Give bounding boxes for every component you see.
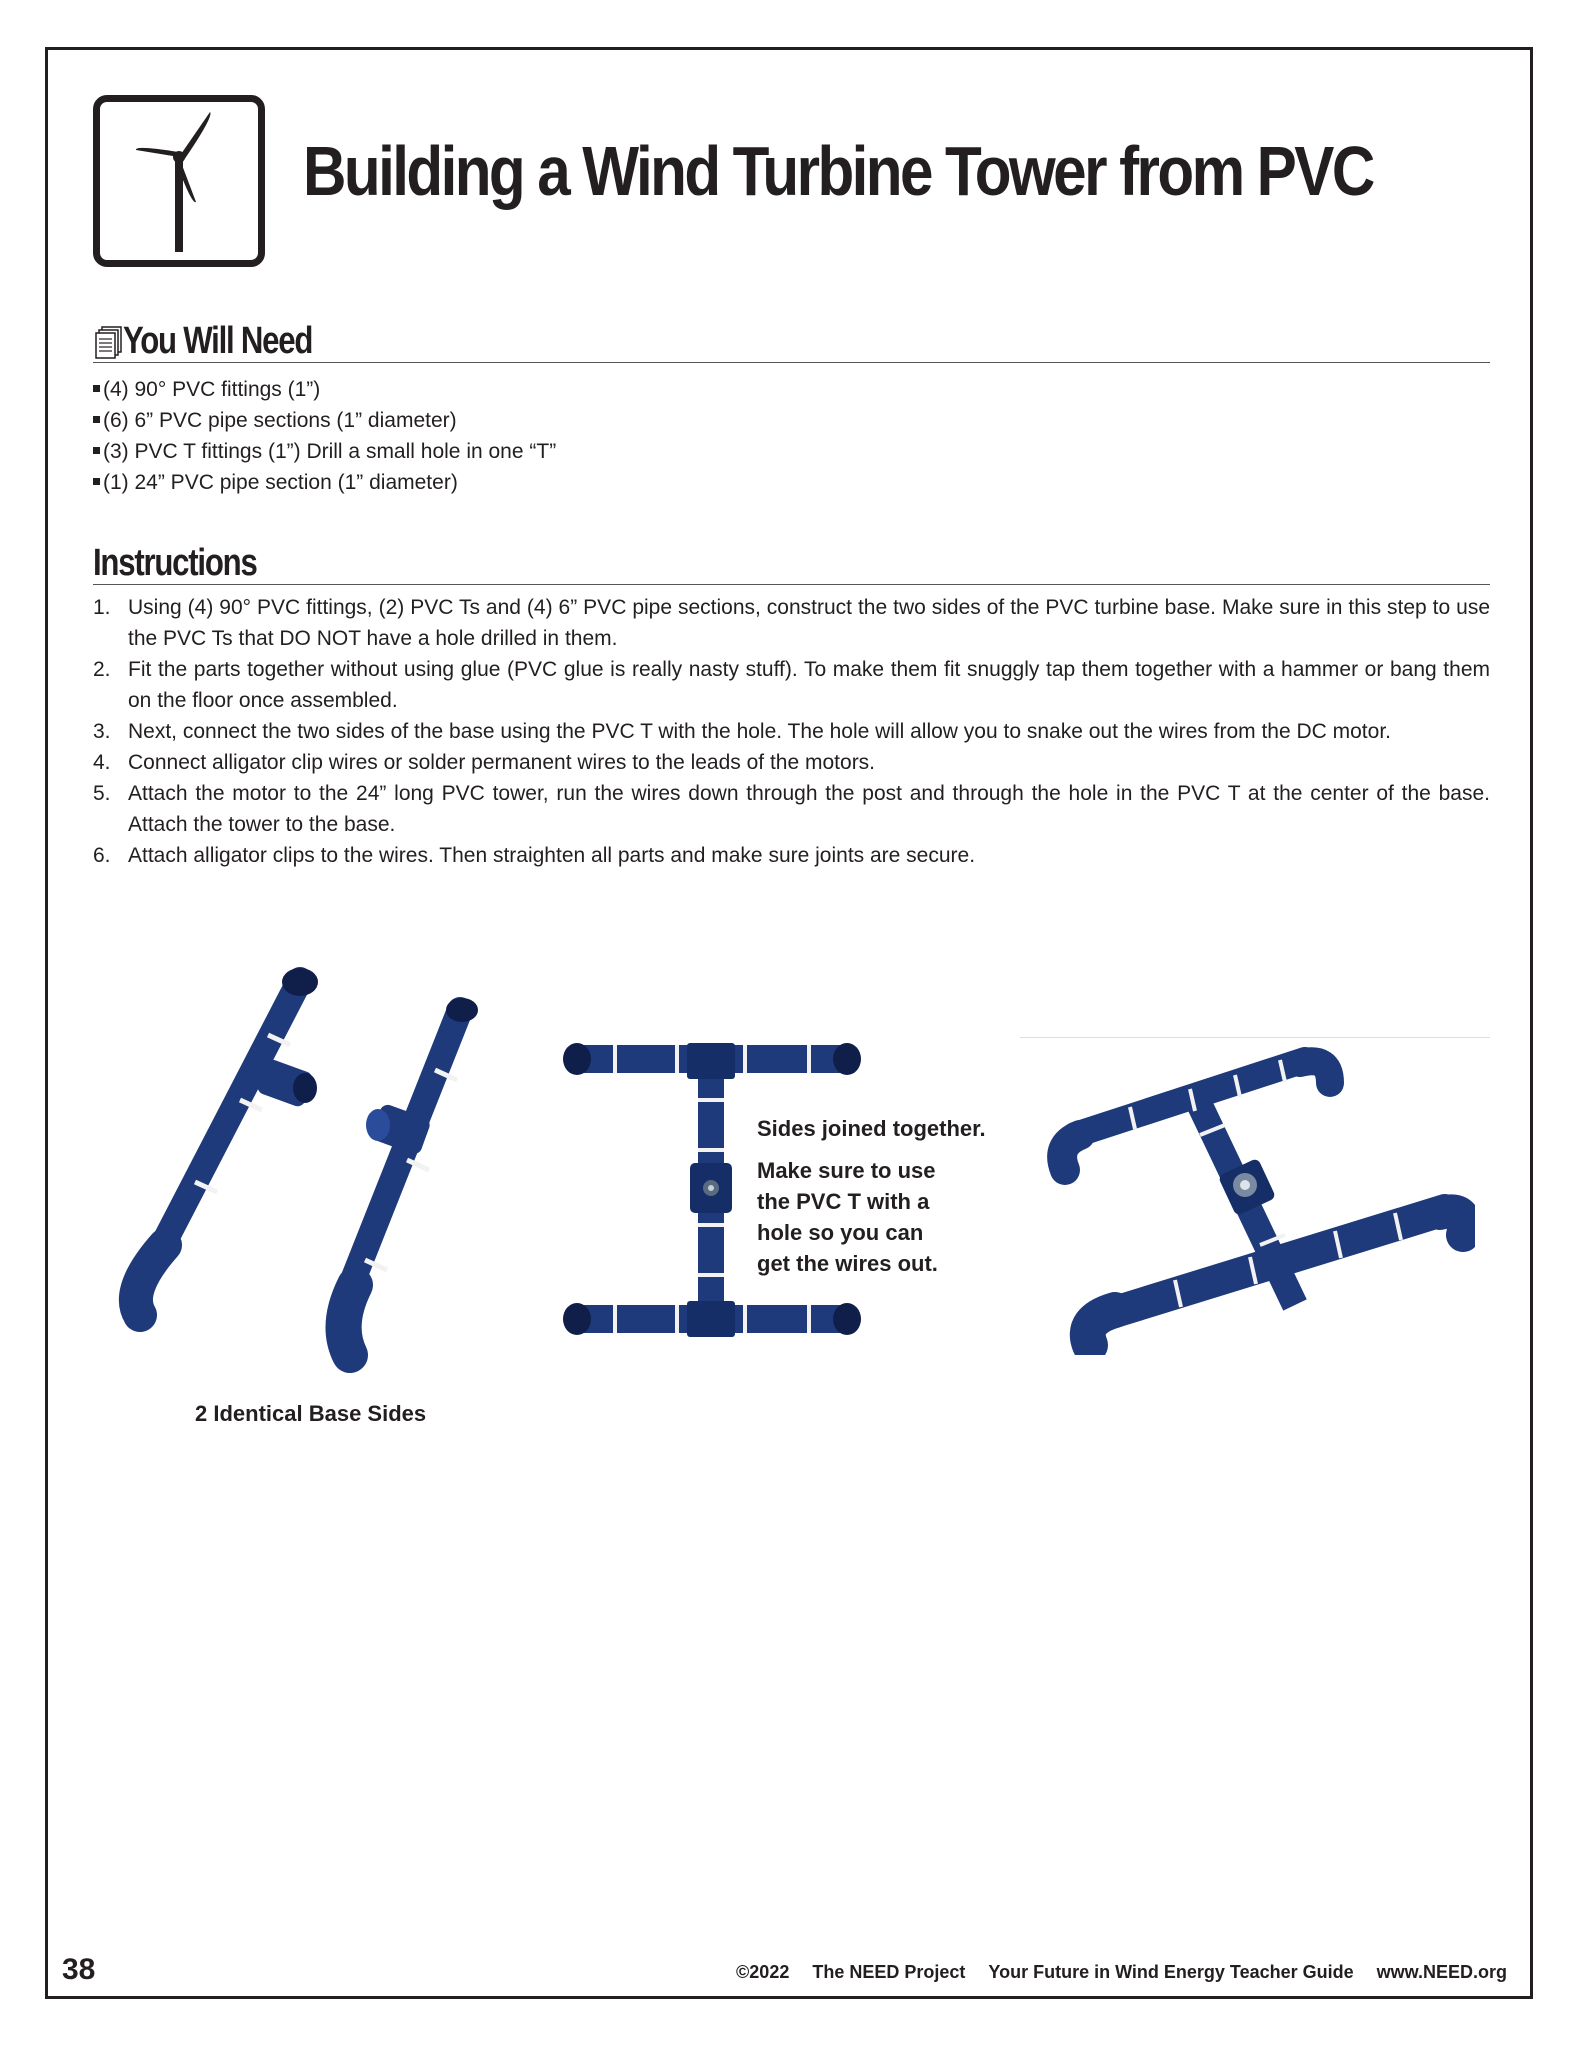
step-item — [93, 716, 1490, 747]
step-number: 5. — [93, 782, 111, 805]
step-number: 6. — [93, 844, 111, 867]
list-item-text: (3) PVC T fittings (1”) Drill a small hole in one “T” — [103, 440, 557, 463]
footer-url[interactable]: www.NEED.org — [1376, 1962, 1507, 1982]
step-number: 1. — [93, 596, 111, 619]
page-footer — [718, 1962, 1507, 1983]
wind-turbine-icon — [100, 102, 258, 260]
step-text: Using (4) 90° PVC fittings, (2) PVC Ts and (4) 6” PVC pipe sections, construct the two sides of the PVC turbine base. Make sure in this step to use the PVC Ts that DO NOT have a hole drilled in them. — [128, 596, 1490, 650]
list-item — [93, 436, 556, 467]
list-item-text: (6) 6” PVC pipe sections (1” diameter) — [103, 409, 457, 432]
step-number: 3. — [93, 720, 111, 743]
step-item — [93, 840, 1490, 871]
list-item-text: (4) 90° PVC fittings (1”) — [103, 378, 321, 401]
step-text: Connect alligator clip wires or solder permanent wires to the leads of the motors. — [128, 751, 876, 774]
footer-guide-title: Your Future in Wind Energy Teacher Guide — [988, 1962, 1354, 1982]
bullet-square-icon — [93, 416, 100, 423]
bullet-square-icon — [93, 385, 100, 392]
wind-turbine-logo — [93, 95, 265, 267]
you-will-need-heading — [93, 318, 1490, 363]
list-item — [93, 405, 556, 436]
footer-org: The NEED Project — [812, 1962, 966, 1982]
footer-copyright: ©2022 — [736, 1962, 790, 1982]
step-number: 2. — [93, 658, 111, 681]
step-item — [93, 654, 1490, 716]
step-item — [93, 778, 1490, 840]
list-item-text: (1) 24” PVC pipe section (1” diameter) — [103, 471, 458, 494]
step-item — [93, 592, 1490, 654]
page-number: 38 — [62, 1953, 96, 1986]
step-text: Attach alligator clips to the wires. Then straighten all parts and make sure joints are secure. — [128, 844, 976, 867]
bullet-square-icon — [93, 478, 100, 485]
step-item — [93, 747, 1490, 778]
step-number: 4. — [93, 751, 111, 774]
section-heading-text: You Will Need — [123, 320, 313, 362]
figure-caption-joined-note: Make sure to use the PVC T with a hole so you can get the wires out. — [757, 1158, 938, 1276]
figure-caption-base-sides: 2 Identical Base Sides — [195, 1401, 427, 1426]
base-sides-photo — [110, 960, 510, 1380]
step-text: Attach the motor to the 24” long PVC tower, run the wires down through the post and through the hole in the PVC T at the center of the base. Attach the tower to the base. — [128, 782, 1490, 836]
page-title: Building a Wind Turbine Tower from PVC — [303, 132, 1373, 210]
photo-divider — [1020, 1037, 1490, 1038]
instructions-heading — [93, 540, 1490, 585]
figure-caption-joined-title: Sides joined together. — [757, 1116, 986, 1141]
section-heading-text: Instructions — [93, 542, 257, 584]
step-text: Fit the parts together without using glue (PVC glue is really nasty stuff). To make them fit snuggly tap them together with a hammer or bang them on the floor once assembled. — [128, 658, 1490, 712]
materials-list — [93, 374, 556, 498]
document-stack-icon — [95, 326, 123, 360]
step-text: Next, connect the two sides of the base using the PVC T with the hole. The hole will allow you to snake out the wires from the DC motor. — [128, 720, 1391, 743]
bullet-square-icon — [93, 447, 100, 454]
assembled-base-photo — [1045, 1045, 1475, 1355]
instruction-steps — [93, 592, 1490, 871]
list-item — [93, 374, 556, 405]
list-item — [93, 467, 556, 498]
